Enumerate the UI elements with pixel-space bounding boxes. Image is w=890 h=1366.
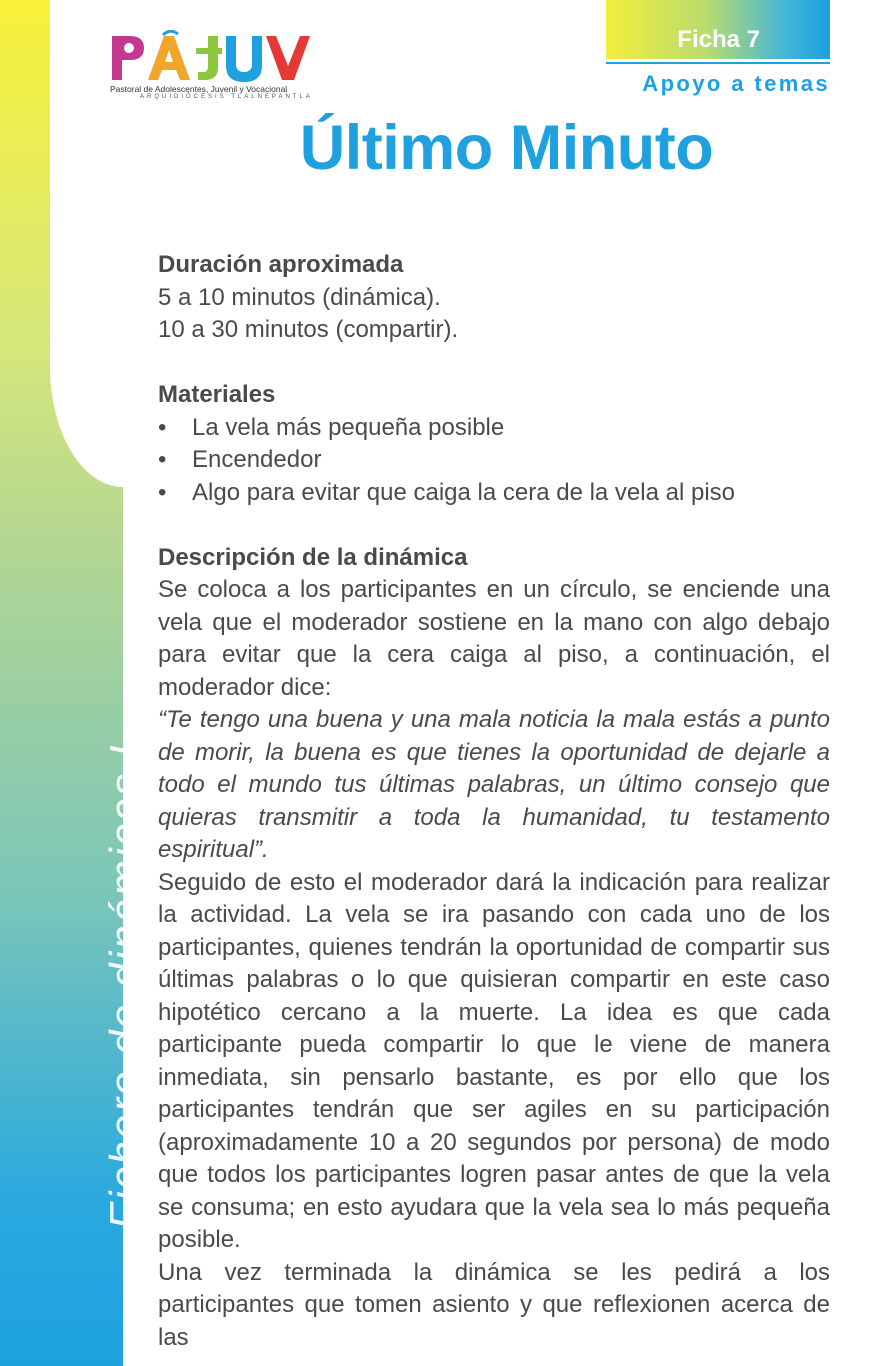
vertical-series-title: Fichero de dinámicas I <box>101 743 150 1230</box>
bullet-icon: • <box>158 446 167 473</box>
materiales-heading: Materiales <box>158 381 276 408</box>
sidebar-gradient <box>0 0 150 1366</box>
page-title: Último Minuto <box>299 113 714 183</box>
descripcion-heading: Descripción de la dinámica <box>158 543 468 571</box>
ficha-badge <box>606 0 830 59</box>
duracion-heading: Duración aproximada <box>158 251 404 278</box>
descripcion-paragraph: Una vez terminada la dinámica se les pedirá a los participantes que tomen asiento y que reflexionen acerca de las <box>158 1258 830 1351</box>
descripcion-quote: “Te tengo una buena y una mala noticia la mala estás a punto de morir, la buena es que tienes la oportunidad de dejarle a todo el mundo tus últimas palabras, un último consejo que quieras transmitir a toda la humanidad, tu testamento espiritual”. <box>158 706 830 863</box>
materiales-item: • Encendedor <box>158 444 830 477</box>
category-label: Apoyo a temas <box>606 62 830 97</box>
duracion-line: 10 a 30 minutos (compartir). <box>158 316 459 343</box>
descripcion-paragraph: Seguido de esto el moderador dará la indicación para realizar la actividad. La vela se ira pasando con cada uno de los participantes, quienes tendrán la oportunidad de compartir sus últimas palabras o lo que quisieran compartir en este caso hipotético cercano a la muerte. La idea es que cada participante pueda compartir lo que le viene de manera inmediata, sin pensarlo bastante, es por ello que los participantes tendrán que ser agiles en su participación (aproximadamente 10 a 20 segundos por persona) de modo que todos los participantes logren pasar antes de que la vela se consuma; en esto ayudara que la vela sea lo más pequeña posible. <box>158 868 830 1253</box>
duracion-line: 5 a 10 minutos (dinámica). <box>158 283 441 311</box>
ficha-number: Ficha 7 <box>677 26 760 53</box>
logo-subtitle: Pastoral de Adolescentes, Juvenil y Vocacional <box>110 84 288 94</box>
pajuv-wordmark-icon <box>108 30 318 84</box>
bullet-icon: • <box>158 478 167 506</box>
bullet-icon: • <box>158 413 167 441</box>
pajuv-logo <box>108 30 318 104</box>
logo-subtitle-2: ARQUIDIÓCESIS TLALNEPANTLA <box>140 94 313 100</box>
descripcion-paragraph: Se coloca a los participantes en un círculo, se enciende una vela que el moderador sostiene en la mano con algo debajo para evitar que la cera caiga al piso, a continuación, el moderador dice: <box>158 576 830 701</box>
content-body <box>158 249 830 1354</box>
materiales-item: • La vela más pequeña posible <box>158 412 830 445</box>
materiales-item: • Algo para evitar que caiga la cera de la vela al piso <box>158 477 830 510</box>
